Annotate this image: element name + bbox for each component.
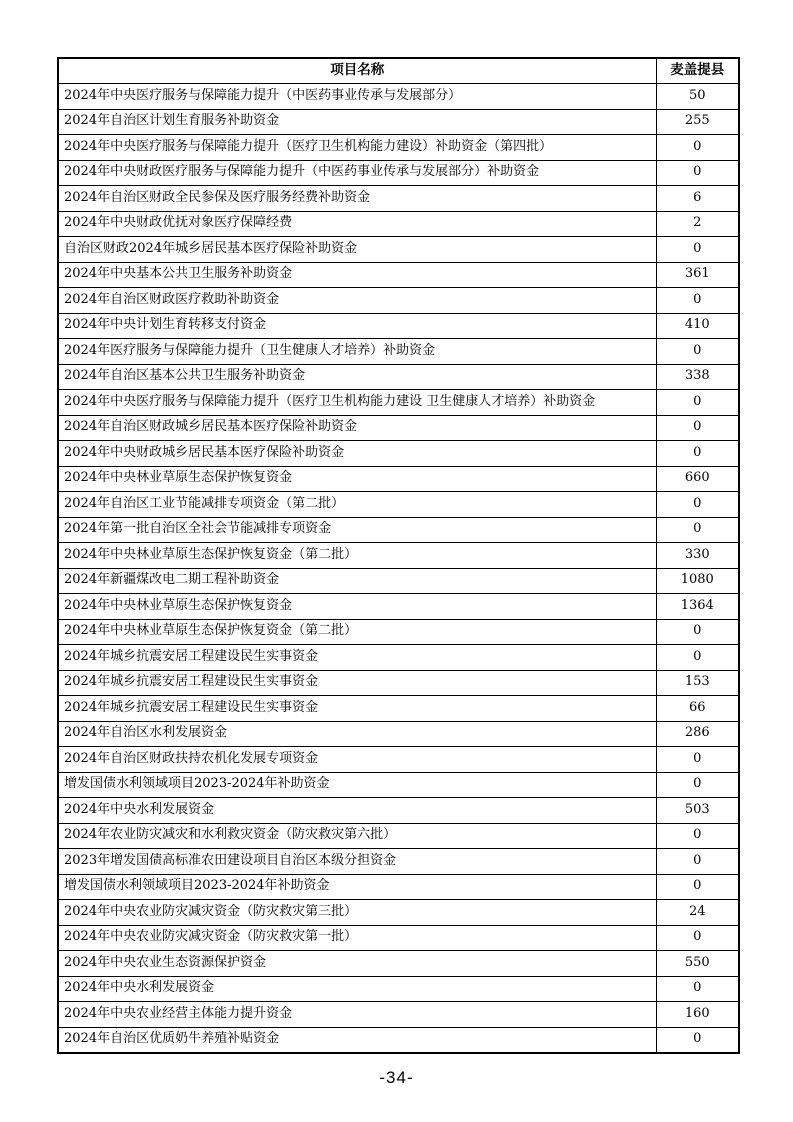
amount-cell: 0: [656, 976, 739, 1002]
project-name-cell: 2024年自治区水利发展资金: [58, 721, 656, 747]
project-name-cell: 2024年自治区基本公共卫生服务补助资金: [58, 364, 656, 390]
amount-cell: 0: [656, 160, 739, 186]
table-row: [58, 492, 739, 518]
project-name-cell: 2024年城乡抗震安居工程建设民生实事资金: [58, 645, 656, 671]
amount-cell: 0: [656, 874, 739, 900]
project-name-cell: 2024年新疆煤改电二期工程补助资金: [58, 568, 656, 594]
project-name-cell: 2024年城乡抗震安居工程建设民生实事资金: [58, 696, 656, 722]
project-name-cell: 2024年自治区计划生育服务补助资金: [58, 109, 656, 135]
project-name-cell: 2024年中央计划生育转移支付资金: [58, 313, 656, 339]
amount-cell: 503: [656, 798, 739, 824]
table-row: [58, 211, 739, 237]
project-name-cell: 2024年城乡抗震安居工程建设民生实事资金: [58, 670, 656, 696]
amount-cell: 50: [656, 84, 739, 110]
amount-cell: 0: [656, 288, 739, 314]
table-row: [58, 160, 739, 186]
table-row: [58, 390, 739, 416]
table-row: [58, 288, 739, 314]
table-row: [58, 747, 739, 773]
amount-cell: 0: [656, 645, 739, 671]
project-name-cell: 2024年自治区财政城乡居民基本医疗保险补助资金: [58, 415, 656, 441]
table-row: [58, 823, 739, 849]
amount-cell: 0: [656, 339, 739, 365]
project-name-cell: 2024年第一批自治区全社会节能减排专项资金: [58, 517, 656, 543]
amount-cell: 0: [656, 925, 739, 951]
amount-cell: 0: [656, 747, 739, 773]
table-row: [58, 798, 739, 824]
project-name-cell: 2024年中央水利发展资金: [58, 976, 656, 1002]
project-name-cell: 2024年农业防灾减灾和水利救灾资金（防灾救灾第六批）: [58, 823, 656, 849]
amount-cell: 0: [656, 772, 739, 798]
amount-cell: 0: [656, 135, 739, 161]
table-row: [58, 441, 739, 467]
project-name-cell: 2024年中央财政城乡居民基本医疗保险补助资金: [58, 441, 656, 467]
table-row: [58, 466, 739, 492]
table-row: [58, 339, 739, 365]
project-name-cell: 2024年医疗服务与保障能力提升（卫生健康人才培养）补助资金: [58, 339, 656, 365]
amount-cell: 660: [656, 466, 739, 492]
amount-cell: 66: [656, 696, 739, 722]
project-name-cell: 2024年中央农业防灾减灾资金（防灾救灾第一批）: [58, 925, 656, 951]
table-body: [58, 84, 739, 1053]
table-row: [58, 951, 739, 977]
amount-cell: 0: [656, 517, 739, 543]
table-row: [58, 364, 739, 390]
amount-cell: 0: [656, 237, 739, 263]
amount-cell: 153: [656, 670, 739, 696]
project-name-cell: 2024年中央水利发展资金: [58, 798, 656, 824]
table-row: [58, 313, 739, 339]
amount-cell: 1080: [656, 568, 739, 594]
table-row: [58, 696, 739, 722]
amount-cell: 410: [656, 313, 739, 339]
project-name-cell: 2024年中央医疗服务与保障能力提升（医疗卫生机构能力建设）补助资金（第四批）: [58, 135, 656, 161]
project-name-cell: 2024年中央林业草原生态保护恢复资金: [58, 466, 656, 492]
amount-cell: 0: [656, 415, 739, 441]
project-name-cell: 2024年自治区财政全民参保及医疗服务经费补助资金: [58, 186, 656, 212]
amount-cell: 0: [656, 390, 739, 416]
table-row: [58, 925, 739, 951]
amount-cell: 0: [656, 823, 739, 849]
amount-cell: 1364: [656, 594, 739, 620]
project-name-cell: 2024年自治区财政扶持农机化发展专项资金: [58, 747, 656, 773]
table-row: [58, 543, 739, 569]
amount-cell: 255: [656, 109, 739, 135]
table-row: [58, 1002, 739, 1028]
project-name-cell: 2024年自治区财政医疗救助补助资金: [58, 288, 656, 314]
table-row: [58, 900, 739, 926]
project-name-cell: 2024年中央农业生态资源保护资金: [58, 951, 656, 977]
project-name-cell: 2024年中央财政医疗服务与保障能力提升（中医药事业传承与发展部分）补助资金: [58, 160, 656, 186]
project-name-cell: 2024年中央基本公共卫生服务补助资金: [58, 262, 656, 288]
project-name-cell: 2024年中央林业草原生态保护恢复资金（第二批）: [58, 543, 656, 569]
table-row: [58, 874, 739, 900]
table-row: [58, 976, 739, 1002]
amount-cell: 361: [656, 262, 739, 288]
project-name-cell: 增发国债水利领域项目2023-2024年补助资金: [58, 772, 656, 798]
table-row: [58, 568, 739, 594]
amount-cell: 0: [656, 492, 739, 518]
table-row: [58, 772, 739, 798]
table-row: [58, 619, 739, 645]
project-name-cell: 2024年自治区优质奶牛养殖补贴资金: [58, 1027, 656, 1053]
amount-cell: 160: [656, 1002, 739, 1028]
amount-cell: 6: [656, 186, 739, 212]
project-name-cell: 增发国债水利领域项目2023-2024年补助资金: [58, 874, 656, 900]
table-row: [58, 849, 739, 875]
table-row: [58, 135, 739, 161]
amount-cell: 0: [656, 619, 739, 645]
project-name-cell: 2024年中央财政优抚对象医疗保障经费: [58, 211, 656, 237]
table-row: [58, 645, 739, 671]
amount-cell: 24: [656, 900, 739, 926]
budget-table: [57, 57, 740, 1054]
project-name-cell: 2024年中央医疗服务与保障能力提升（中医药事业传承与发展部分）: [58, 84, 656, 110]
amount-cell: 0: [656, 441, 739, 467]
project-name-cell: 自治区财政2024年城乡居民基本医疗保险补助资金: [58, 237, 656, 263]
project-name-cell: 2024年中央农业经营主体能力提升资金: [58, 1002, 656, 1028]
amount-cell: 550: [656, 951, 739, 977]
amount-cell: 0: [656, 1027, 739, 1053]
table-row: [58, 670, 739, 696]
amount-cell: 2: [656, 211, 739, 237]
table-row: [58, 109, 739, 135]
header-county: 麦盖提县: [656, 58, 739, 84]
amount-cell: 286: [656, 721, 739, 747]
table-header-row: [58, 58, 739, 84]
table-row: [58, 721, 739, 747]
project-name-cell: 2023年增发国债高标准农田建设项目自治区本级分担资金: [58, 849, 656, 875]
table-row: [58, 186, 739, 212]
amount-cell: 338: [656, 364, 739, 390]
project-name-cell: 2024年中央林业草原生态保护恢复资金（第二批）: [58, 619, 656, 645]
page-number: -34-: [379, 1068, 414, 1087]
table-row: [58, 84, 739, 110]
table-row: [58, 415, 739, 441]
table-row: [58, 1027, 739, 1053]
table-row: [58, 517, 739, 543]
header-project-name: 项目名称: [58, 58, 656, 84]
project-name-cell: 2024年中央林业草原生态保护恢复资金: [58, 594, 656, 620]
amount-cell: 0: [656, 849, 739, 875]
project-name-cell: 2024年自治区工业节能减排专项资金（第二批）: [58, 492, 656, 518]
project-name-cell: 2024年中央医疗服务与保障能力提升（医疗卫生机构能力建设 卫生健康人才培养）补助资金: [58, 390, 656, 416]
table-row: [58, 262, 739, 288]
project-name-cell: 2024年中央农业防灾减灾资金（防灾救灾第三批）: [58, 900, 656, 926]
table-row: [58, 594, 739, 620]
table-row: [58, 237, 739, 263]
amount-cell: 330: [656, 543, 739, 569]
